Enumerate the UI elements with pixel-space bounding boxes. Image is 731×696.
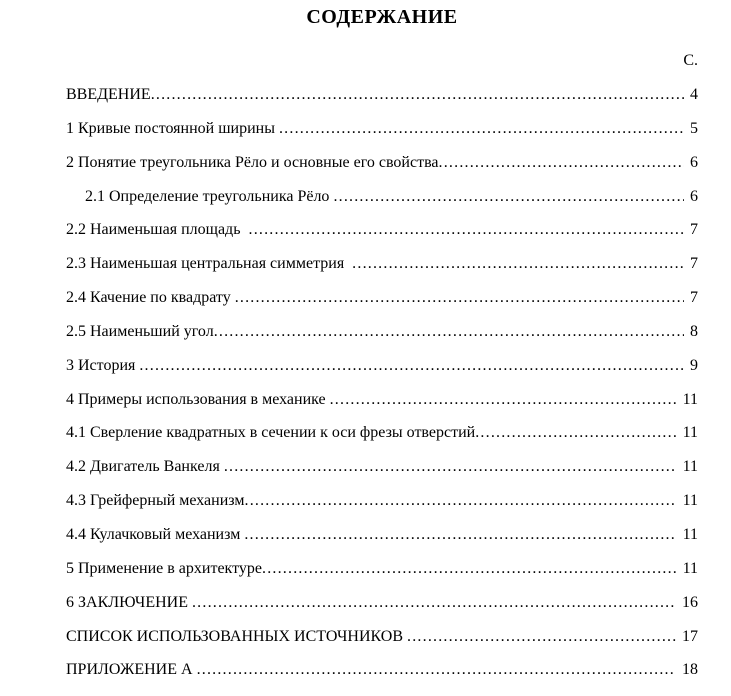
toc-entry: [66, 180, 698, 214]
toc-entry-label: 2.4 Качение по квадрату: [66, 289, 235, 307]
toc-leader-dots: [224, 450, 677, 484]
toc-entry-page: 6: [690, 153, 698, 171]
toc-entry-label: СПИСОК ИСПОЛЬЗОВАННЫХ ИСТОЧНИКОВ: [66, 627, 408, 645]
toc-leader-dots: [151, 78, 684, 112]
toc-entry: [66, 349, 698, 383]
toc-entry-label: 4.4 Кулачковый механизм: [66, 525, 245, 543]
toc-entry-label: 3 История: [66, 356, 140, 374]
toc-entry: [66, 383, 698, 417]
toc-entry: [66, 78, 698, 112]
toc-entry: [66, 281, 698, 315]
toc-entry: [66, 653, 698, 687]
toc-entry-page: 9: [690, 356, 698, 374]
toc-entry: [66, 146, 698, 180]
toc-leader-dots: [330, 383, 677, 417]
toc-entry-page: 7: [690, 255, 698, 273]
toc-leader-dots: [235, 281, 684, 315]
toc-leader-dots: [244, 518, 676, 552]
toc-entry: [66, 552, 698, 586]
toc-entry-label: 5 Применение в архитектуре: [66, 559, 262, 577]
toc-entry-label: 4.3 Грейферный механизм: [66, 492, 245, 510]
toc-entry-label: 4.1 Сверление квадратных в сечении к оси фрезы отверстий: [66, 424, 476, 442]
toc-leader-dots: [262, 552, 677, 586]
toc-entry-page: 11: [682, 525, 698, 543]
toc-entry-page: 18: [682, 661, 698, 679]
toc-entry-page: 4: [690, 86, 698, 103]
toc-entry-page: 16: [682, 593, 698, 611]
toc-entry-page: 7: [690, 289, 698, 307]
toc-entry-label: 2.2 Наименьшая площадь: [66, 221, 249, 239]
table-of-contents: [66, 78, 698, 687]
toc-entry: [66, 112, 698, 146]
toc-entry-page: 6: [690, 187, 698, 205]
toc-entry-label: 2.1 Определение треугольника Рёло: [85, 187, 334, 205]
page-column-header: С.: [683, 52, 698, 69]
toc-entry-page: 11: [682, 424, 698, 442]
toc-entry-page: 11: [682, 458, 698, 476]
toc-leader-dots: [192, 586, 676, 620]
toc-entry-page: 17: [682, 627, 698, 645]
toc-leader-dots: [245, 484, 677, 518]
toc-entry: [66, 416, 698, 450]
toc-leader-dots: [249, 213, 685, 247]
toc-entry-label: 2 Понятие треугольника Рёло и основные его свойства: [66, 153, 439, 171]
toc-entry-label: 6 ЗАКЛЮЧЕНИЕ: [66, 593, 192, 611]
page-title: СОДЕРЖАНИЕ: [306, 6, 458, 28]
toc-leader-dots: [475, 416, 676, 450]
toc-entry-label: 4.2 Двигатель Ванкеля: [66, 458, 224, 476]
toc-entry-page: 5: [690, 119, 698, 137]
toc-entry: [66, 315, 698, 349]
toc-leader-dots: [279, 112, 684, 146]
toc-leader-dots: [407, 620, 676, 654]
toc-leader-dots: [439, 146, 684, 180]
toc-entry-page: 11: [682, 559, 698, 577]
toc-leader-dots: [333, 180, 684, 214]
toc-entry-label: 1 Кривые постоянной ширины: [66, 119, 279, 137]
toc-entry: [66, 620, 698, 654]
toc-entry-label: ПРИЛОЖЕНИЕ А: [66, 661, 197, 679]
toc-entry-label: 2.3 Наименьшая центральная симметрия: [66, 255, 353, 273]
toc-entry-page: 11: [682, 492, 698, 510]
toc-entry-page: 8: [690, 322, 698, 340]
toc-leader-dots: [214, 315, 684, 349]
toc-entry-label: 2.5 Наименьший угол: [66, 322, 214, 340]
toc-entry-label: 4 Примеры использования в механике: [66, 390, 330, 408]
toc-leader-dots: [139, 349, 684, 383]
toc-entry: [66, 586, 698, 620]
toc-leader-dots: [352, 247, 684, 281]
toc-entry: [66, 247, 698, 281]
toc-entry-page: 7: [690, 221, 698, 239]
toc-entry: [66, 518, 698, 552]
toc-entry: [66, 484, 698, 518]
toc-entry: [66, 213, 698, 247]
toc-entry-page: 11: [682, 390, 698, 408]
toc-entry-label: ВВЕДЕНИЕ: [66, 86, 151, 103]
toc-leader-dots: [197, 653, 676, 687]
toc-entry: [66, 450, 698, 484]
